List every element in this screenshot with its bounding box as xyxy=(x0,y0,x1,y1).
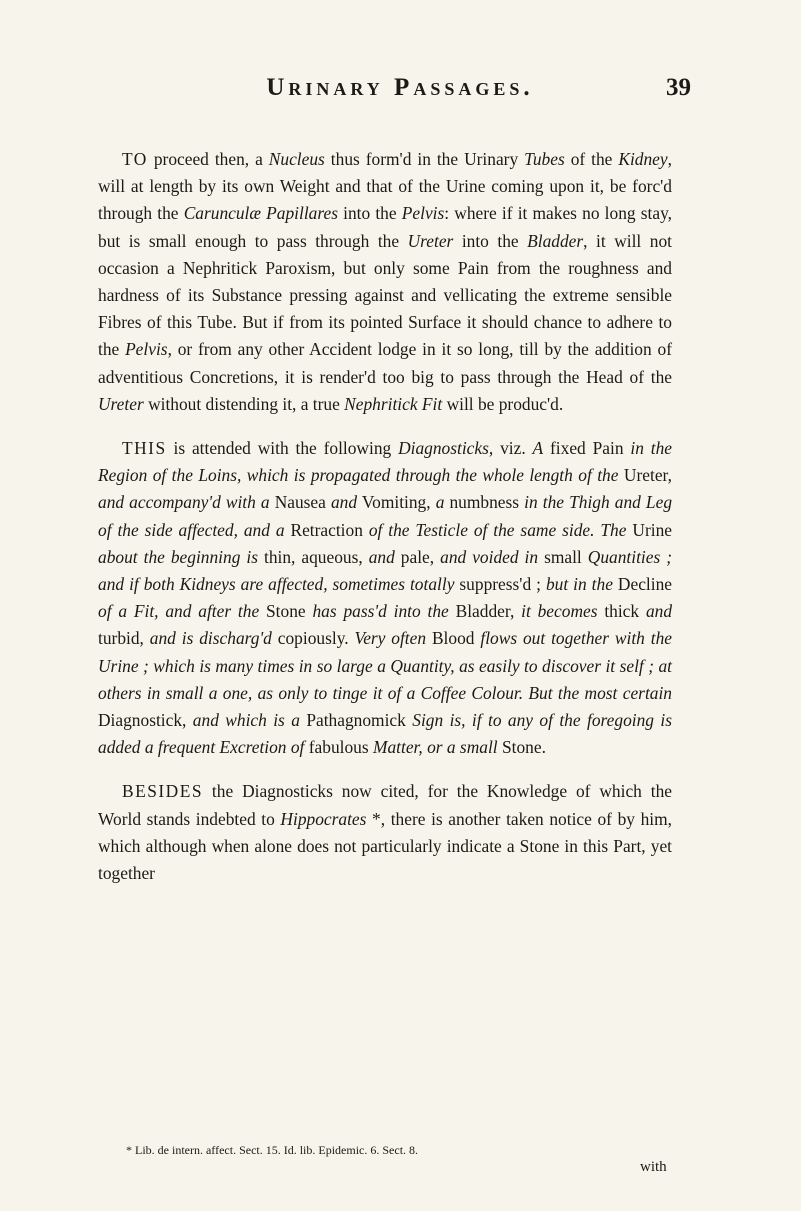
text-run: Nausea xyxy=(269,492,331,513)
text-run: of the Testicle of the same side. The xyxy=(368,519,627,540)
text-run: Decline xyxy=(612,574,672,595)
text-run: but in the xyxy=(545,574,613,595)
paragraph-2 xyxy=(98,435,672,761)
text-run: Tubes xyxy=(524,149,565,169)
text-run: , it will not occasion a Nephritick Paroxism, but only some Pain from the roughness and hardness of its Substance pressing against and vellicating the extreme sensible Fibres of this Tube. But if from its pointed Surface it should chance to adhere to the xyxy=(98,230,672,360)
text-run: in the Region of the Loins, which is propagated through the whole length of the xyxy=(98,438,672,486)
text-run: BESIDES xyxy=(122,781,204,802)
text-run: is attended with the following xyxy=(166,438,399,459)
text-run: numbness xyxy=(444,492,525,513)
page-number: 39 xyxy=(666,74,691,101)
text-run: Carunculæ Papillares xyxy=(183,203,338,224)
text-run: Quantities ; and if both Kidneys are affected, sometimes totally xyxy=(98,546,673,595)
text-run: Bladder xyxy=(527,230,584,251)
text-run: it becomes xyxy=(521,601,598,622)
text-run: Matter, or a small xyxy=(372,737,498,758)
text-run: Vomiting, xyxy=(357,492,436,513)
text-run: thus form'd in the Urinary xyxy=(324,149,525,169)
text-run: A xyxy=(532,438,544,459)
catchword: with xyxy=(640,1159,667,1175)
text-run: and voided in xyxy=(440,546,539,567)
text-run: THIS xyxy=(122,438,167,459)
text-run: about the beginning is xyxy=(98,546,258,567)
text-run: in the Thigh and Leg of the side affected, and a xyxy=(98,492,673,540)
text-run: Nucleus xyxy=(268,149,325,169)
text-run: Sign is, if to any of the foregoing is added a frequent Excretion of xyxy=(98,710,672,758)
text-run: suppress'd ; xyxy=(454,574,546,595)
text-run: Ureter xyxy=(407,230,454,251)
text-run: : where if it makes no long stay, but is small enough to pass through the xyxy=(98,203,672,251)
footnote: * Lib. de intern. affect. Sect. 15. Id. lib. Epidemic. 6. Sect. 8. xyxy=(126,1143,419,1157)
text-run: has pass'd into the xyxy=(312,601,449,622)
text-run: flows out together with the Urine ; which is many times in so large a Quantity, as easily to discover it self ; at others in small a one, as only to tinge it of a Coffee Colour. But the most certain xyxy=(98,628,672,703)
text-run: *, there is another taken notice of by him, which although when alone does not particularly indicate a Stone in this Part, yet together xyxy=(98,808,672,884)
text-run: , or from any other Accident lodge in it so long, till by the addition of adventitious Concretions, it is render'd too big to pass through the Head of the xyxy=(98,339,672,387)
text-run: Diagnosticks xyxy=(398,438,489,459)
text-run: fixed Pain xyxy=(543,438,631,459)
running-head: Urinary Passages. xyxy=(266,74,534,101)
text-run: Ureter xyxy=(98,393,144,414)
text-run: Hippocrates xyxy=(280,808,367,829)
text-run: , viz. xyxy=(488,438,533,459)
text-run: Kidney xyxy=(618,149,668,169)
text-run: into the xyxy=(453,230,528,251)
text-run: proceed then, a xyxy=(147,149,269,169)
text-run: Pelvis xyxy=(401,203,445,224)
text-run: thin, aqueous, xyxy=(258,546,369,567)
text-run: and is discharg'd xyxy=(149,628,272,649)
text-run: Blood xyxy=(426,628,481,649)
text-run: pale, xyxy=(394,546,441,567)
text-run: and accompany'd with a xyxy=(98,492,270,513)
text-run: Urine xyxy=(626,519,672,540)
text-run: and xyxy=(368,546,395,567)
text-run: into the xyxy=(337,203,402,224)
text-run: Bladder, xyxy=(448,601,522,622)
text-run: and xyxy=(645,601,673,622)
text-run: Diagnostick, xyxy=(98,710,193,731)
text-run: Pathagnomick xyxy=(299,710,413,731)
text-run: of the xyxy=(564,149,619,169)
body-text xyxy=(98,146,672,904)
text-run: Ureter, xyxy=(618,465,672,486)
text-run: and xyxy=(330,492,358,513)
text-run: without distending it, a true xyxy=(143,393,345,414)
paragraph-1 xyxy=(98,146,672,418)
text-run: the Diagnosticks now cited, for the Knowledge of which the World stands indebted to xyxy=(98,781,672,829)
text-run: thick xyxy=(597,601,646,622)
text-run: fabulous xyxy=(304,737,373,758)
text-run: will be produc'd. xyxy=(442,393,564,414)
text-run: a xyxy=(435,492,445,513)
text-run: turbid, xyxy=(98,628,150,649)
text-run: Retraction xyxy=(284,519,369,540)
text-run: TO xyxy=(122,149,148,169)
text-run: Nephritick Fit xyxy=(344,393,443,414)
paragraph-3 xyxy=(98,778,672,887)
text-run: and which is a xyxy=(192,710,300,731)
text-run: , will at length by its own Weight and that of the Urine coming upon it, be forc'd through the xyxy=(98,149,672,224)
text-run: Pelvis xyxy=(125,339,168,360)
text-run: copiously. xyxy=(271,628,355,649)
text-run: Stone xyxy=(259,601,313,622)
text-run: Stone. xyxy=(497,737,546,758)
text-run: Very often xyxy=(354,628,427,649)
text-run: small xyxy=(538,546,588,567)
text-run: of a Fit, and after the xyxy=(98,601,260,622)
